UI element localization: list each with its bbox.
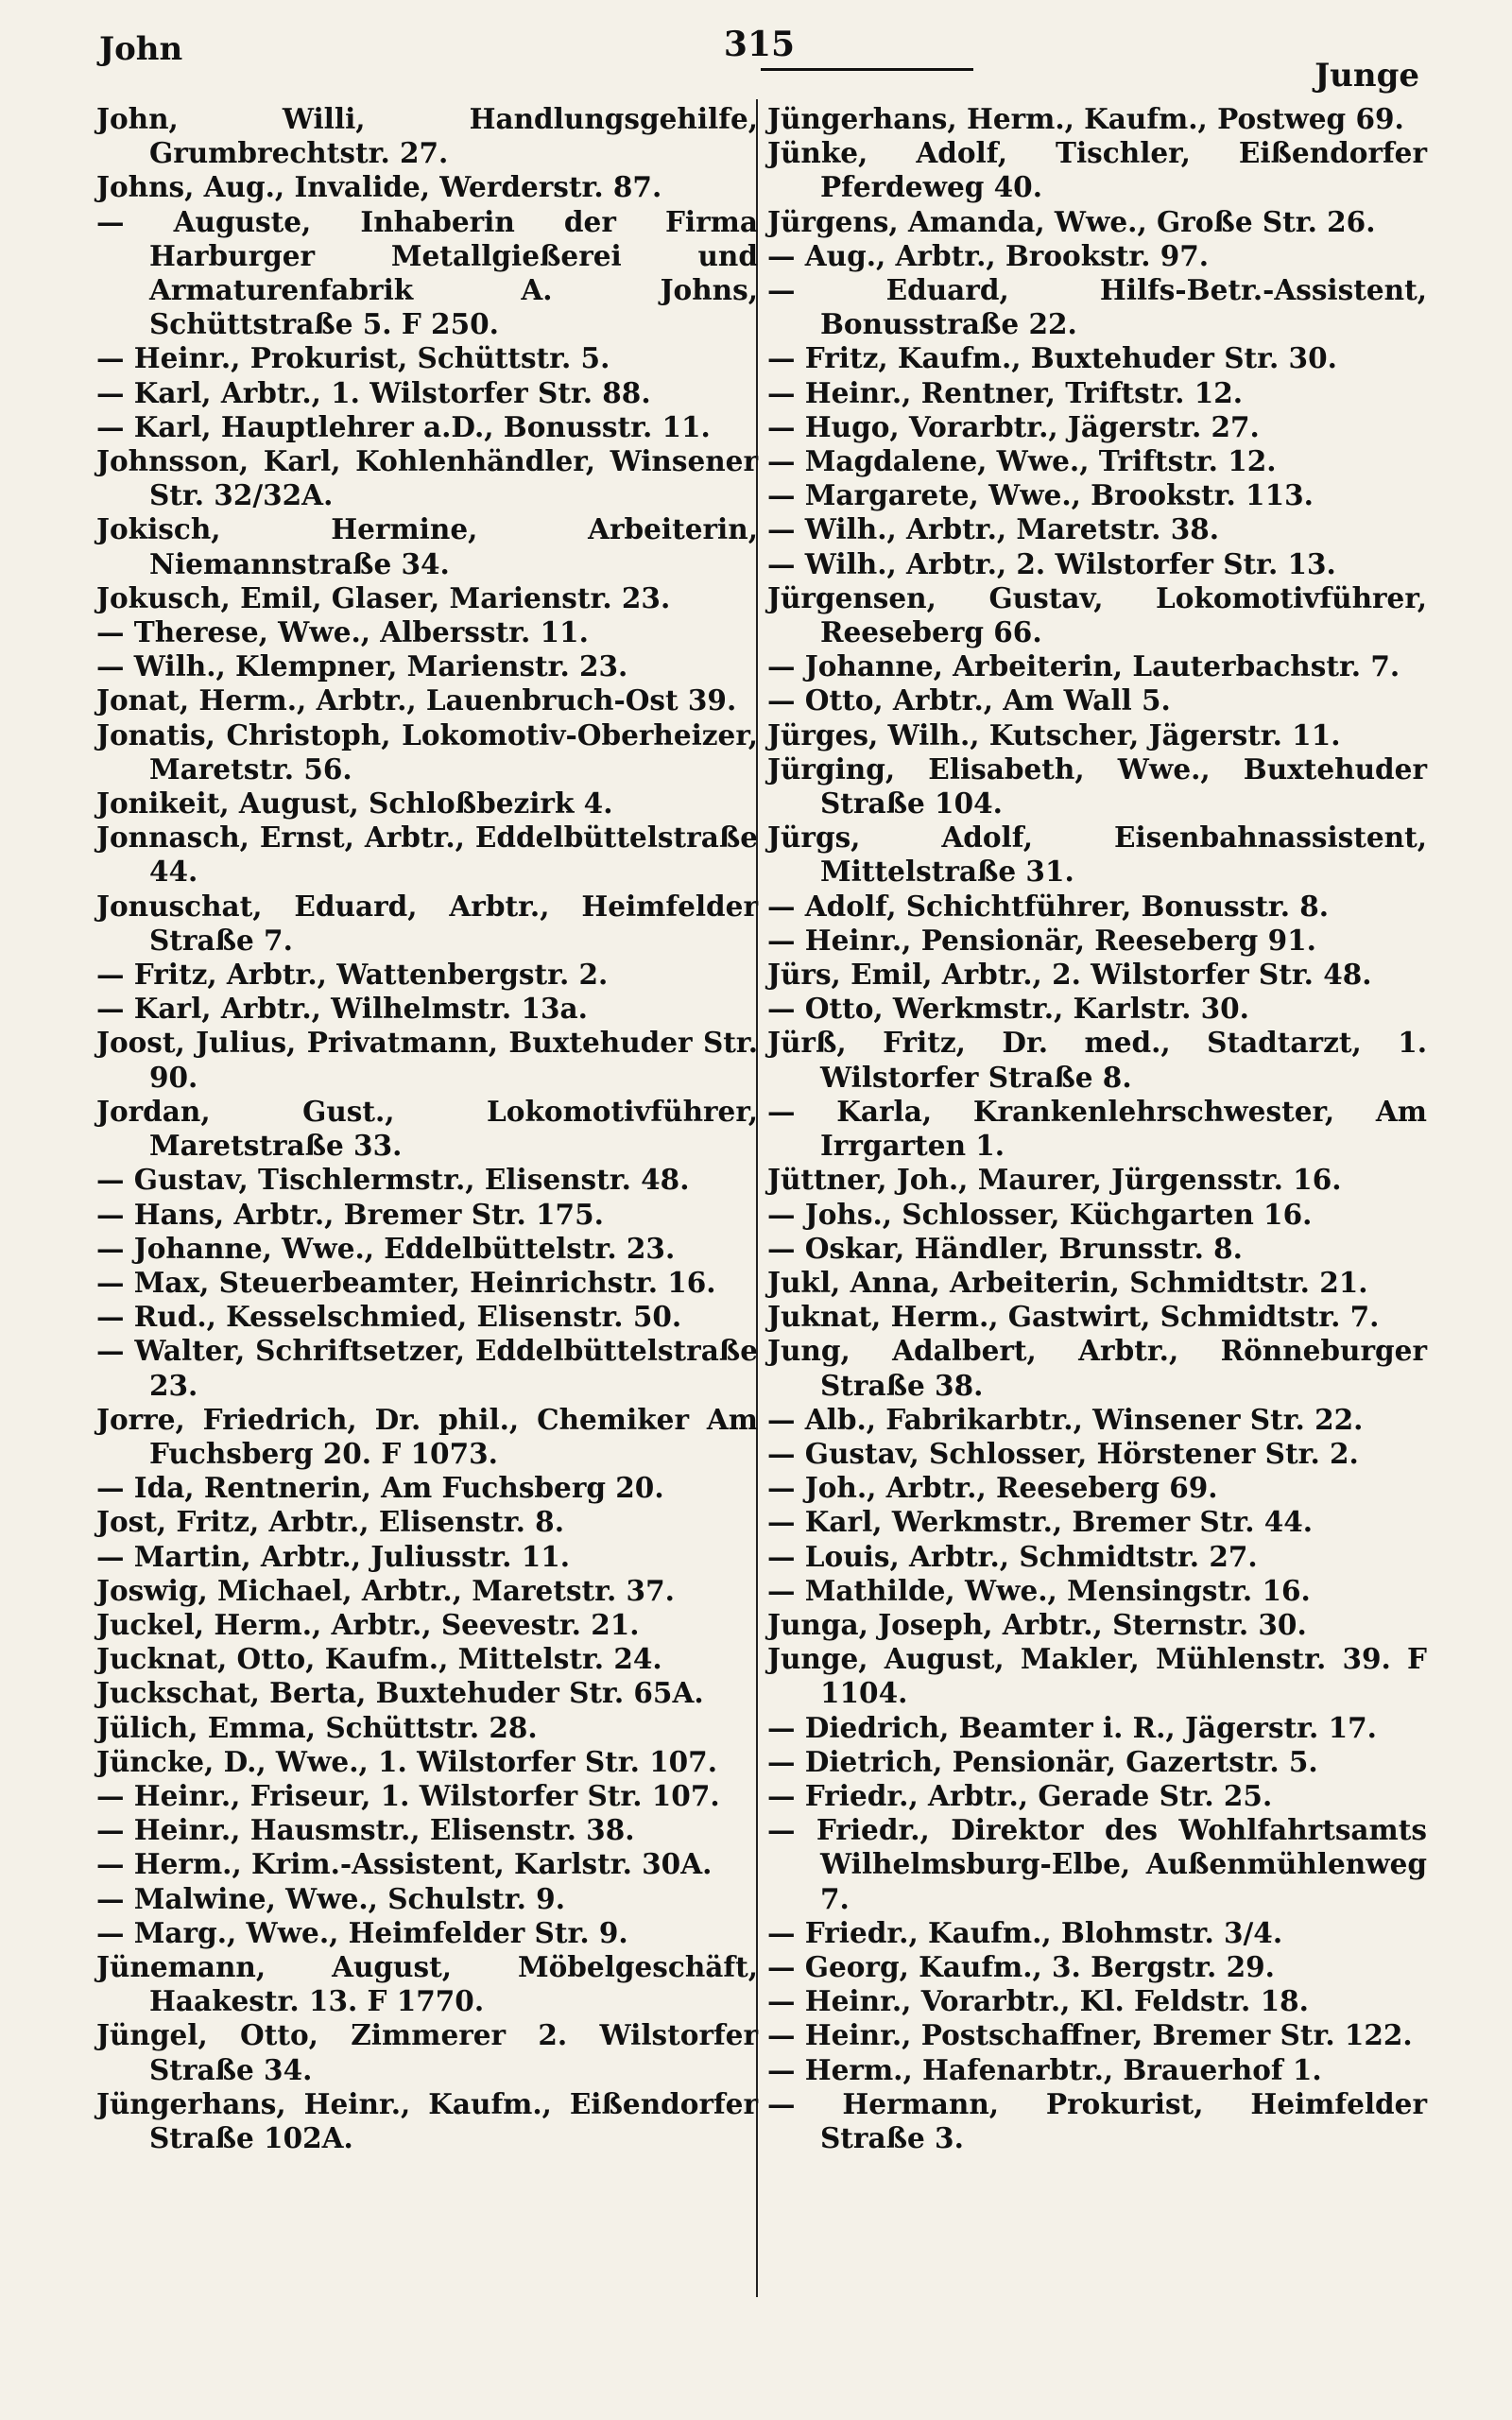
directory-entry: Jokusch, Emil, Glaser, Marienstr. 23. xyxy=(96,580,671,614)
directory-entry: — Marg., Wwe., Heimfelder Str. 9. xyxy=(96,1915,628,1949)
directory-entry: Jürß, Fritz, Dr. med., Stadtarzt, 1. Wilstorfer Straße 8. xyxy=(767,1026,1427,1094)
directory-entry: — Magdalene, Wwe., Triftstr. 12. xyxy=(767,444,1277,478)
directory-entry: — Rud., Kesselschmied, Elisenstr. 50. xyxy=(96,1300,682,1334)
directory-entry: — Heinr., Prokurist, Schüttstr. 5. xyxy=(96,341,610,375)
header-first-name: John xyxy=(99,30,183,68)
directory-entry: — Heinr., Friseur, 1. Wilstorfer Str. 107. xyxy=(96,1778,720,1812)
page-header xyxy=(99,25,1419,95)
directory-entry: — Ida, Rentnerin, Am Fuchsberg 20. xyxy=(96,1471,664,1505)
directory-entry: Jürgens, Amanda, Wwe., Große Str. 26. xyxy=(767,204,1376,238)
directory-entry: — Georg, Kaufm., 3. Bergstr. 29. xyxy=(767,1949,1275,1983)
directory-entry: — Friedr., Direktor des Wohlfahrtsamts Wilhelmsburg-Elbe, Außenmühlenweg 7. xyxy=(767,1813,1427,1915)
directory-entry: Jüncke, D., Wwe., 1. Wilstorfer Str. 107. xyxy=(96,1744,717,1778)
directory-entry: — Margarete, Wwe., Brookstr. 113. xyxy=(767,478,1314,512)
directory-entry: — Karl, Werkmstr., Bremer Str. 44. xyxy=(767,1505,1314,1539)
left-column xyxy=(96,102,758,2155)
directory-entry: Jüttner, Joh., Maurer, Jürgensstr. 16. xyxy=(767,1163,1342,1197)
header-rule xyxy=(761,68,973,71)
directory-entry: — Herm., Hafenarbtr., Brauerhof 1. xyxy=(767,2052,1322,2086)
directory-entry: Jürging, Elisabeth, Wwe., Buxtehuder Straße 104. xyxy=(767,752,1427,821)
directory-entry: — Heinr., Rentner, Triftstr. 12. xyxy=(767,375,1244,409)
directory-entry: Jordan, Gust., Lokomotivführer, Maretstraße 33. xyxy=(96,1094,758,1163)
directory-entry: — Gustav, Schlosser, Hörstener Str. 2. xyxy=(767,1436,1359,1470)
directory-entry: Jonatis, Christoph, Lokomotiv-Oberheizer, Maretstr. 56. xyxy=(96,717,758,786)
directory-entry: Jorre, Friedrich, Dr. phil., Chemiker Am Fuchsberg 20. F 1073. xyxy=(96,1402,758,1470)
directory-entry: Junge, August, Makler, Mühlenstr. 39. F 1104. xyxy=(767,1642,1427,1710)
directory-entry: — Johanne, Arbeiterin, Lauterbachstr. 7. xyxy=(767,649,1400,683)
directory-entry: — Herm., Krim.-Assistent, Karlstr. 30A. xyxy=(96,1847,713,1881)
directory-entry: — Karl, Arbtr., 1. Wilstorfer Str. 88. xyxy=(96,375,651,409)
directory-entry: — Friedr., Kaufm., Blohmstr. 3/4. xyxy=(767,1915,1283,1949)
directory-entry: Juknat, Herm., Gastwirt, Schmidtstr. 7. xyxy=(767,1300,1380,1334)
directory-entry: — Mathilde, Wwe., Mensingstr. 16. xyxy=(767,1573,1311,1607)
directory-entry: — Max, Steuerbeamter, Heinrichstr. 16. xyxy=(96,1265,716,1299)
directory-entry: — Alb., Fabrikarbtr., Winsener Str. 22. xyxy=(767,1402,1364,1436)
directory-entry: Jürgs, Adolf, Eisenbahnassistent, Mittelstraße 31. xyxy=(767,821,1427,889)
directory-entry: — Wilh., Arbtr., Maretstr. 38. xyxy=(767,512,1220,546)
directory-entry: — Malwine, Wwe., Schulstr. 9. xyxy=(96,1881,565,1915)
directory-entry: Jonikeit, August, Schloßbezirk 4. xyxy=(96,786,613,821)
directory-entry: Junga, Joseph, Arbtr., Sternstr. 30. xyxy=(767,1607,1307,1641)
directory-entry: Jonnasch, Ernst, Arbtr., Eddelbüttelstraße 44. xyxy=(96,821,758,889)
directory-entry: — Karl, Arbtr., Wilhelmstr. 13a. xyxy=(96,992,588,1026)
directory-entry: Joost, Julius, Privatmann, Buxtehuder Str. 90. xyxy=(96,1026,758,1094)
directory-entry: Juckschat, Berta, Buxtehuder Str. 65A. xyxy=(96,1676,704,1710)
directory-entry: — Eduard, Hilfs-Betr.-Assistent, Bonusstraße 22. xyxy=(767,273,1427,341)
directory-entry: Jülich, Emma, Schüttstr. 28. xyxy=(96,1710,538,1744)
directory-entry: — Adolf, Schichtführer, Bonusstr. 8. xyxy=(767,889,1330,923)
directory-entry: — Dietrich, Pensionär, Gazertstr. 5. xyxy=(767,1744,1318,1778)
directory-entry: Jüngerhans, Heinr., Kaufm., Eißendorfer Straße 102A. xyxy=(96,2086,758,2154)
right-column xyxy=(767,102,1427,2155)
directory-entry: — Hans, Arbtr., Bremer Str. 175. xyxy=(96,1197,604,1231)
directory-entry: — Wilh., Arbtr., 2. Wilstorfer Str. 13. xyxy=(767,546,1336,580)
directory-entry: — Hermann, Prokurist, Heimfelder Straße 3. xyxy=(767,2086,1427,2154)
directory-entry: — Johs., Schlosser, Küchgarten 16. xyxy=(767,1197,1313,1231)
directory-entry: — Wilh., Klempner, Marienstr. 23. xyxy=(96,649,628,683)
directory-entry: Jürges, Wilh., Kutscher, Jägerstr. 11. xyxy=(767,717,1341,752)
directory-entry: Jünemann, August, Möbelgeschäft, Haakestr. 13. F 1770. xyxy=(96,1949,758,2018)
directory-entry: Jürs, Emil, Arbtr., 2. Wilstorfer Str. 48. xyxy=(767,958,1372,992)
directory-entry: — Aug., Arbtr., Brookstr. 97. xyxy=(767,238,1210,272)
directory-entry: — Louis, Arbtr., Schmidtstr. 27. xyxy=(767,1539,1258,1573)
directory-entry: — Heinr., Vorarbtr., Kl. Feldstr. 18. xyxy=(767,1984,1309,2018)
directory-entry: Jung, Adalbert, Arbtr., Rönneburger Straße 38. xyxy=(767,1334,1427,1402)
directory-entry: — Fritz, Kaufm., Buxtehuder Str. 30. xyxy=(767,341,1337,375)
directory-entry: Jonuschat, Eduard, Arbtr., Heimfelder Straße 7. xyxy=(96,889,758,957)
directory-entry: — Karla, Krankenlehrschwester, Am Irrgarten 1. xyxy=(767,1094,1427,1163)
directory-entry: Joswig, Michael, Arbtr., Maretstr. 37. xyxy=(96,1573,675,1607)
directory-entry: Jost, Fritz, Arbtr., Elisenstr. 8. xyxy=(96,1505,564,1539)
directory-entry: Jukl, Anna, Arbeiterin, Schmidtstr. 21. xyxy=(767,1265,1368,1299)
directory-entry: Jucknat, Otto, Kaufm., Mittelstr. 24. xyxy=(96,1642,662,1676)
directory-entry: Jokisch, Hermine, Arbeiterin, Niemannstraße 34. xyxy=(96,512,758,580)
page-number: 315 xyxy=(723,25,796,64)
directory-entry: — Johanne, Wwe., Eddelbüttelstr. 23. xyxy=(96,1231,676,1265)
directory-entry: Jonat, Herm., Arbtr., Lauenbruch-Ost 39. xyxy=(96,683,737,717)
header-last-name: Junge xyxy=(1314,57,1419,95)
directory-entry: Jünke, Adolf, Tischler, Eißendorfer Pferdeweg 40. xyxy=(767,136,1427,204)
directory-entry: — Oskar, Händler, Brunsstr. 8. xyxy=(767,1231,1243,1265)
directory-entry: — Auguste, Inhaberin der Firma Harburger Metallgießerei und Armaturenfabrik A. Johns, Schüttstraße 5. F 250. xyxy=(96,204,758,341)
directory-entry: — Heinr., Pensionär, Reeseberg 91. xyxy=(767,923,1316,957)
directory-entry: Jüngel, Otto, Zimmerer 2. Wilstorfer Straße 34. xyxy=(96,2018,758,2086)
directory-entry: John, Willi, Handlungsgehilfe, Grumbrechtstr. 27. xyxy=(96,102,758,170)
directory-entry: — Friedr., Arbtr., Gerade Str. 25. xyxy=(767,1778,1273,1812)
directory-entry: Johns, Aug., Invalide, Werderstr. 87. xyxy=(96,170,662,204)
directory-entry: — Therese, Wwe., Albersstr. 11. xyxy=(96,615,589,649)
directory-entry: — Fritz, Arbtr., Wattenbergstr. 2. xyxy=(96,958,609,992)
directory-entry: — Joh., Arbtr., Reeseberg 69. xyxy=(767,1471,1218,1505)
directory-entry: — Karl, Hauptlehrer a.D., Bonusstr. 11. xyxy=(96,409,711,443)
directory-entry: — Otto, Arbtr., Am Wall 5. xyxy=(767,683,1171,717)
directory-entry: — Martin, Arbtr., Juliusstr. 11. xyxy=(96,1539,571,1573)
directory-entry: Jüngerhans, Herm., Kaufm., Postweg 69. xyxy=(767,102,1404,135)
directory-entry: — Otto, Werkmstr., Karlstr. 30. xyxy=(767,992,1249,1026)
directory-entry: Jürgensen, Gustav, Lokomotivführer, Reeseberg 66. xyxy=(767,580,1427,649)
directory-entry: — Gustav, Tischlermstr., Elisenstr. 48. xyxy=(96,1163,690,1197)
directory-entry: Johnsson, Karl, Kohlenhändler, Winsener Str. 32/32A. xyxy=(96,444,758,512)
directory-entry: — Walter, Schriftsetzer, Eddelbüttelstraße 23. xyxy=(96,1334,758,1402)
directory-entry: — Heinr., Postschaffner, Bremer Str. 122. xyxy=(767,2018,1413,2052)
directory-entry: — Diedrich, Beamter i. R., Jägerstr. 17. xyxy=(767,1710,1377,1744)
directory-entry: — Heinr., Hausmstr., Elisenstr. 38. xyxy=(96,1813,635,1847)
directory-entry: — Hugo, Vorarbtr., Jägerstr. 27. xyxy=(767,409,1260,443)
directory-entry: Juckel, Herm., Arbtr., Seevestr. 21. xyxy=(96,1607,640,1641)
